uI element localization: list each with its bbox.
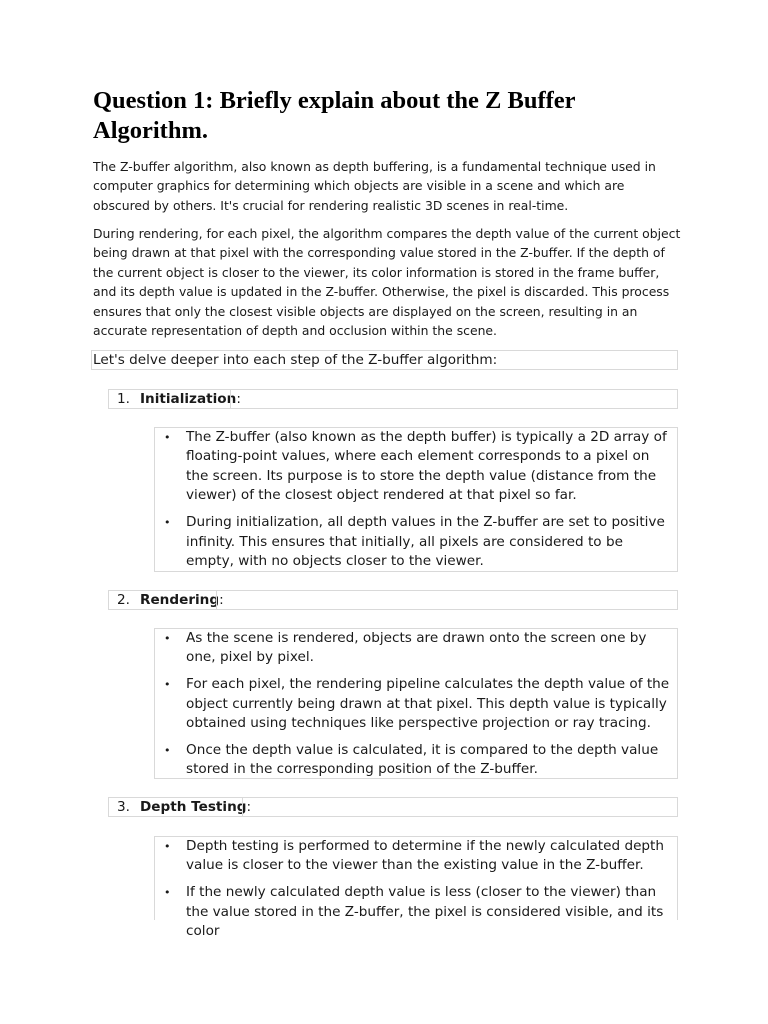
- bullet-icon: •: [164, 840, 171, 853]
- list-item-text: For each pixel, the rendering pipeline calculates the depth value of the object currently being drawn at that pixel. This depth value is typically obtained using techniques like perspective projection or ray tracing.: [186, 676, 670, 732]
- step-heading-depth-testing: [108, 797, 678, 817]
- step-suffix: :: [236, 391, 241, 407]
- list-item-text: If the newly calculated depth value is less (closer to the viewer) than the value stored in the Z-buffer, the pixel is considered visible, and its color: [186, 884, 664, 940]
- list-item: [155, 741, 677, 780]
- bullet-icon: •: [164, 678, 171, 692]
- step-number: 3.: [117, 799, 130, 815]
- list-item: [155, 513, 677, 571]
- step-suffix: :: [219, 592, 224, 608]
- intro-text: Let's delve deeper into each step of the Z-buffer algorithm:: [93, 352, 498, 368]
- bullet-icon: •: [164, 516, 171, 530]
- question-title: Question 1: Briefly explain about the Z Buffer Algorithm.: [93, 87, 576, 144]
- list-item-text: Depth testing is performed to determine if the newly calculated depth value is closer to the viewer than the existing value in the Z-buffer.: [186, 838, 665, 874]
- list-item: [155, 675, 677, 733]
- step-name: Depth Testing: [140, 799, 247, 815]
- step-label-frame: [139, 590, 220, 610]
- step-number: 1.: [117, 391, 130, 407]
- bullet-list-depth-testing: [154, 836, 678, 940]
- step-name: Initialization: [140, 391, 237, 407]
- step-heading-rendering: [108, 590, 678, 610]
- list-item: [155, 883, 677, 941]
- bullet-icon: •: [164, 744, 171, 758]
- bullet-icon: •: [164, 431, 171, 444]
- list-item-text: During initialization, all depth values in the Z-buffer are set to positive infinity. This ensures that initially, all pixels are considered to be empty, with no objects closer to the viewer.: [186, 514, 665, 569]
- list-item-text: Once the depth value is calculated, it is compared to the depth value stored in the corresponding position of the Z-buffer.: [186, 742, 659, 778]
- list-item: [155, 629, 677, 668]
- step-heading-initialization: [108, 389, 678, 409]
- paragraph-rendering-process: During rendering, for each pixel, the algorithm compares the depth value of the current object being drawn at that pixel with the corresponding value stored in the Z-buffer. If the depth of the current object is closer to the viewer, its color information is stored in the frame buffer, and its depth value is updated in the Z-buffer. Otherwise, the pixel is discarded. This process ensures that only the closest visible objects are displayed on the screen, resulting in an accurate representation of depth and occlusion within the scene.: [93, 226, 681, 339]
- step-suffix: :: [246, 799, 252, 815]
- bullet-list-rendering: [154, 628, 678, 779]
- step-label-frame: [139, 797, 243, 817]
- step-label-frame: [139, 389, 231, 409]
- step-number: 2.: [117, 592, 130, 608]
- intro-line-box: [91, 350, 678, 370]
- bullet-icon: •: [164, 886, 171, 900]
- step-name: Rendering: [140, 592, 220, 608]
- list-item: [155, 428, 677, 506]
- list-item-text: The Z-buffer (also known as the depth buffer) is typically a 2D array of floating-point values, where each element corresponds to a pixel on the screen. Its purpose is to store the depth value (distance from the viewer) of the closest object rendered at that pixel so far.: [186, 429, 667, 504]
- list-item-text: As the scene is rendered, objects are drawn onto the screen one by one, pixel by pixel.: [186, 630, 647, 666]
- list-item: [155, 837, 677, 876]
- bullet-icon: •: [164, 632, 171, 645]
- paragraph-overview: The Z-buffer algorithm, also known as depth buffering, is a fundamental technique used in computer graphics for determining which objects are visible in a scene and which are obscured by others. It's crucial for rendering realistic 3D scenes in real-time.: [93, 159, 656, 213]
- bullet-list-initialization: [154, 427, 678, 572]
